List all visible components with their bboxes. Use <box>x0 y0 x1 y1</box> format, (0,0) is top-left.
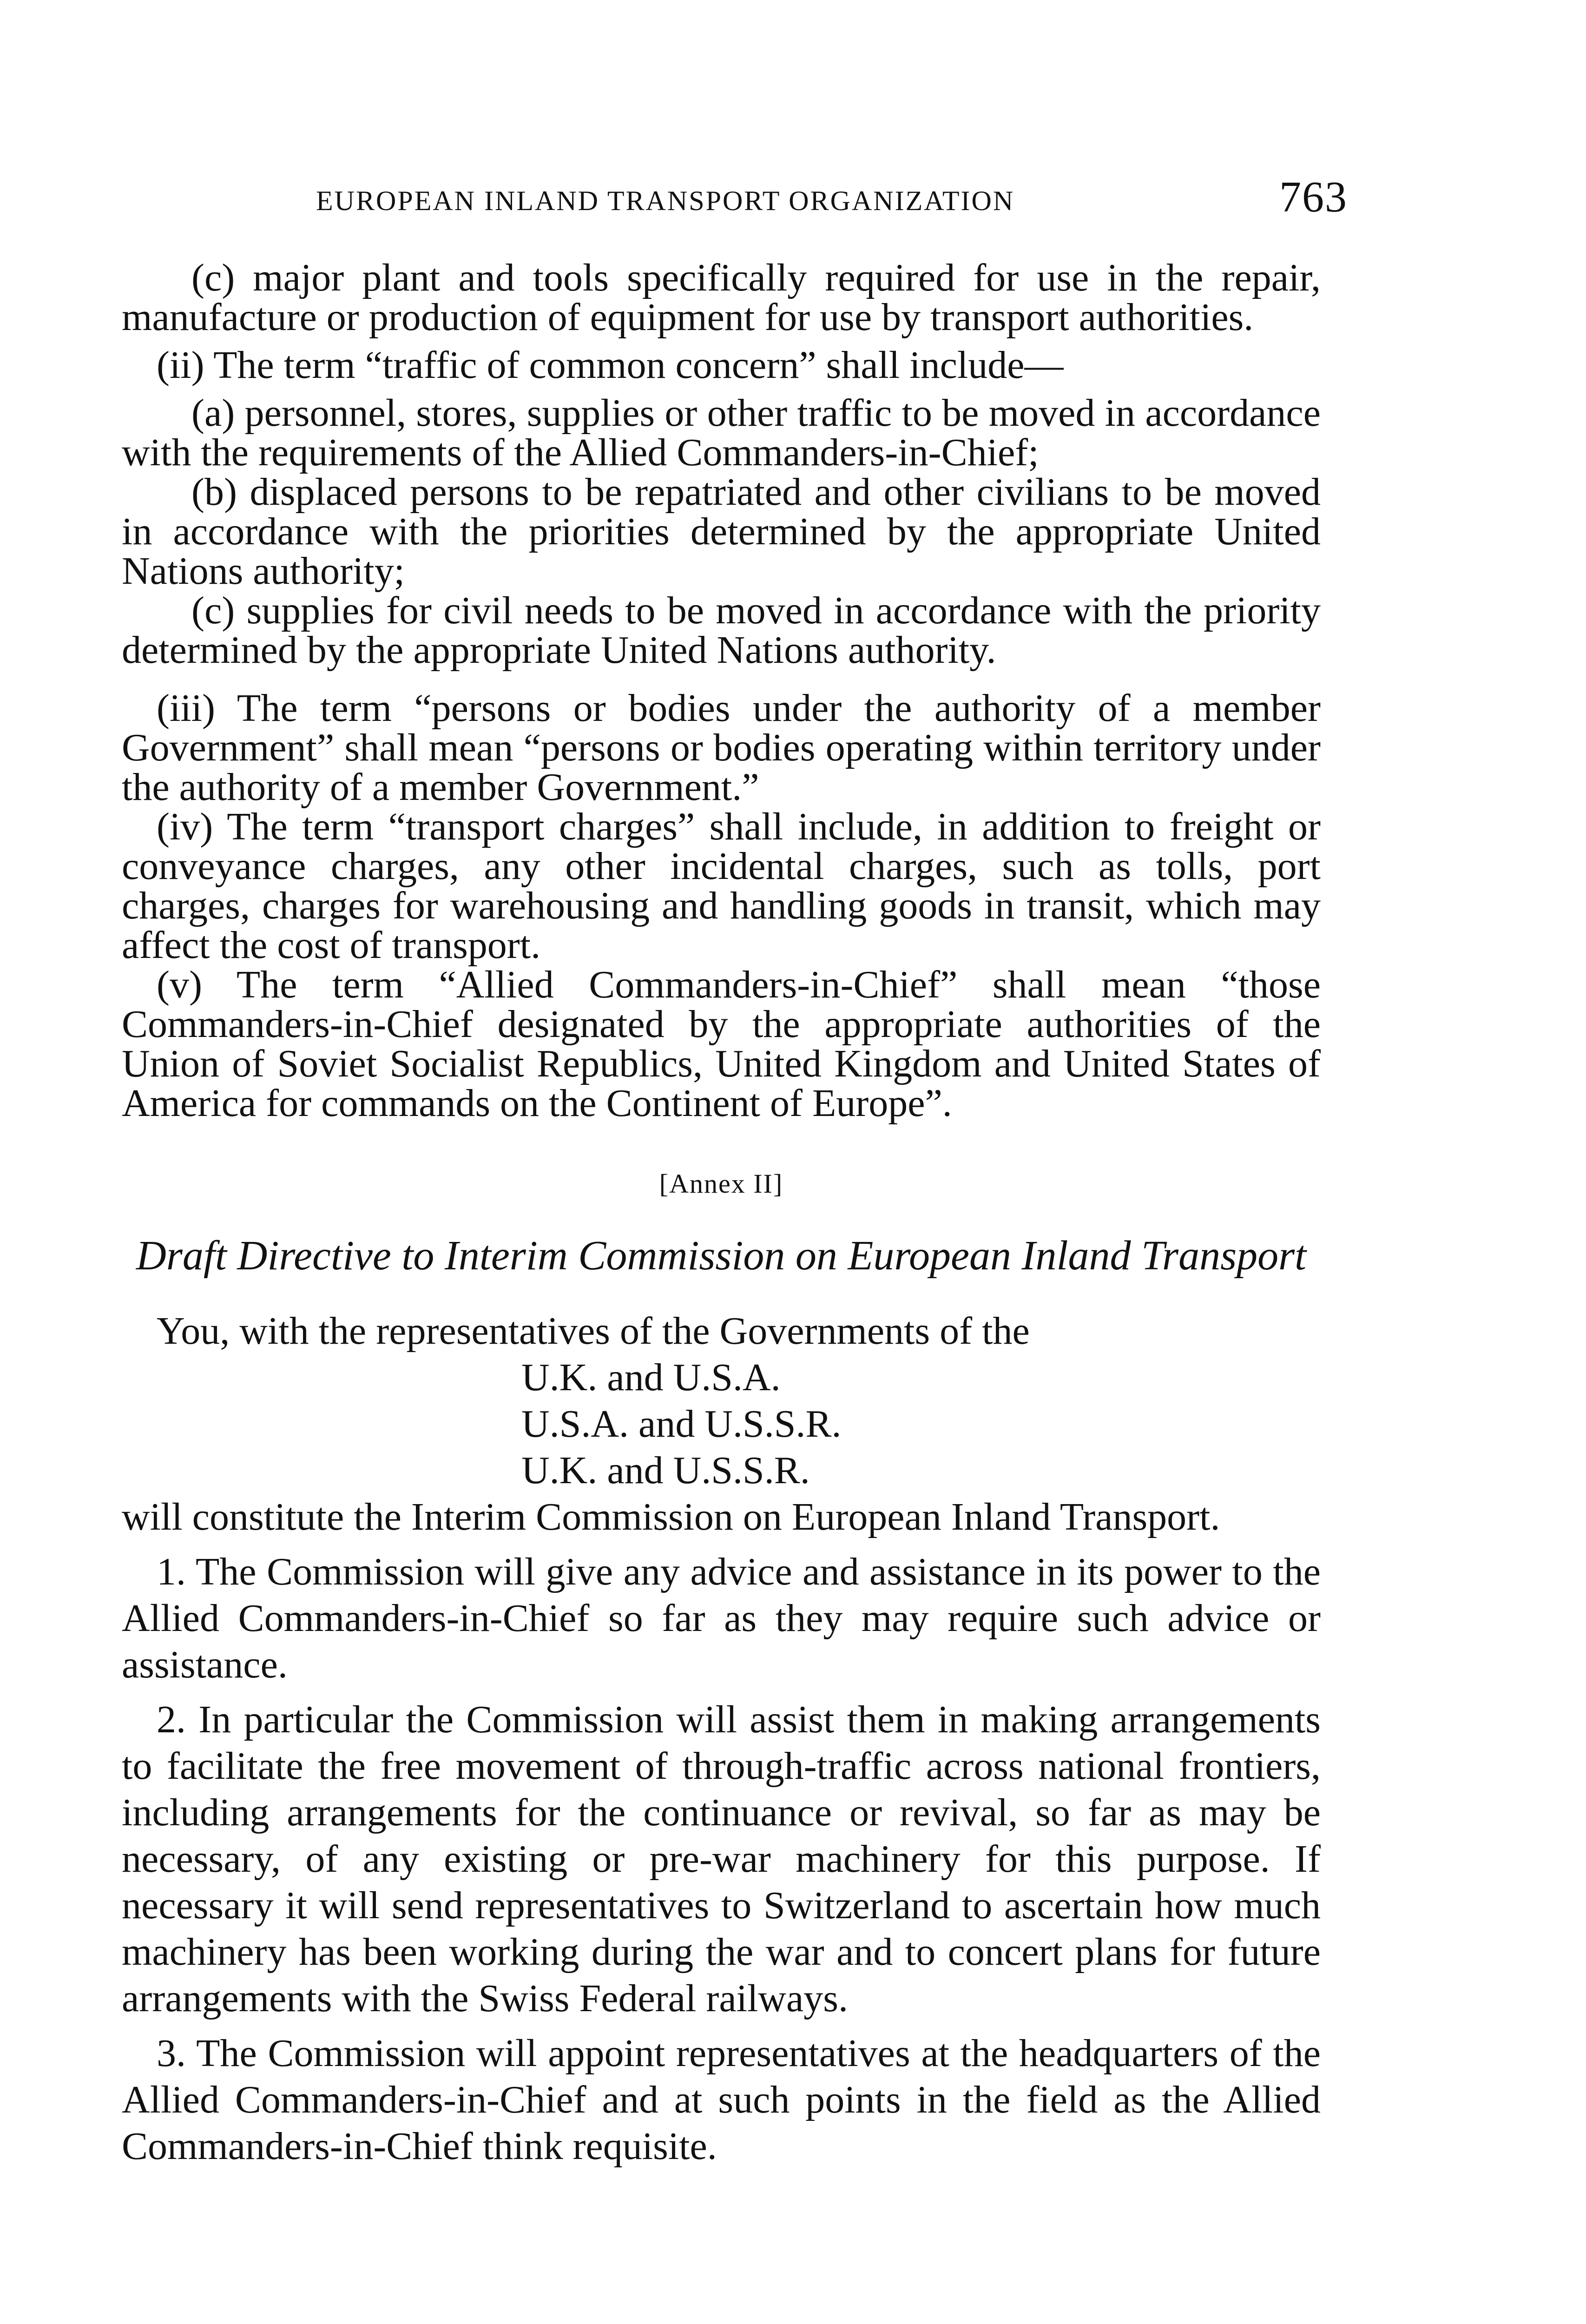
country-pair: U.K. and U.S.S.R. <box>521 1449 810 1492</box>
definition-ii-a: (a) personnel, stores, supplies or other traffic to be moved in accordance with the requirements of the Allied Commanders-in-Chief; <box>122 391 1321 474</box>
definition-iii: (iii) The term “persons or bodies under the authority of a member Government” shall mean “persons or bodies operating within territory under the authority of a member Government.” <box>122 687 1321 809</box>
definition-ii-c: (c) supplies for civil needs to be moved in accordance with the priority determined by the appropriate United Nations authority. <box>122 589 1321 672</box>
page-header <box>316 172 1348 228</box>
directive-paragraph-1: 1. The Commission will give any advice and assistance in its power to the Allied Commanders-in-Chief so far as they may require such advice or assistance. <box>122 1550 1321 1686</box>
definition-ii: (ii) The term “traffic of common concern” shall include— <box>157 343 1064 387</box>
annex-label: [Annex II] <box>659 1169 783 1199</box>
country-pair: U.K. and U.S.A. <box>521 1356 781 1399</box>
directive-constitute: will constitute the Interim Commission on European Inland Transport. <box>122 1495 1220 1538</box>
directive-paragraph-2: 2. In particular the Commission will assist them in making arrangements to facilitate the free movement of through-traffic across national frontiers, including arrangements for the continuance or revival, so far as may be necessary, of any existing or pre-war machinery for this purpose. If necessary it will send representatives to Switzerland to ascertain how much machinery has been working during the war and to concert plans for future arrangements with the Swiss Federal railways. <box>122 1698 1321 2020</box>
country-pair: U.S.A. and U.S.S.R. <box>521 1402 842 1446</box>
definition-iv: (iv) The term “transport charges” shall include, in addition to freight or conveyance charges, any other incidental charges, such as tolls, port charges, charges for warehousing and handling goods in transit, which may affect the cost of transport. <box>122 805 1321 967</box>
definition-v: (v) The term “Allied Commanders-in-Chief” shall mean “those Commanders-in-Chief designated by the appropriate authorities of the Union of Soviet Socialist Republics, United Kingdom and United States of America for commands on the Continent of Europe”. <box>122 963 1321 1125</box>
page-body <box>122 258 1321 2170</box>
directive-intro: You, with the representatives of the Governments of the <box>157 1309 1030 1353</box>
page-number: 763 <box>1279 173 1348 221</box>
country-pair-list <box>122 1354 1321 1494</box>
directive-title: Draft Directive to Interim Commission on European Inland Transport <box>136 1233 1307 1279</box>
running-title: EUROPEAN INLAND TRANSPORT ORGANIZATION <box>316 185 1015 216</box>
directive-paragraph-3: 3. The Commission will appoint representatives at the headquarters of the Allied Commanders-in-Chief and at such points in the field as the Allied Commanders-in-Chief think requisite. <box>122 2032 1321 2168</box>
definition-i-c: (c) major plant and tools specifically required for use in the repair, manufacture or production of equipment for use by transport authorities. <box>122 256 1321 339</box>
definition-ii-b: (b) displaced persons to be repatriated and other civilians to be moved in accordance with the priorities determined by the appropriate United Nations authority; <box>122 470 1321 593</box>
